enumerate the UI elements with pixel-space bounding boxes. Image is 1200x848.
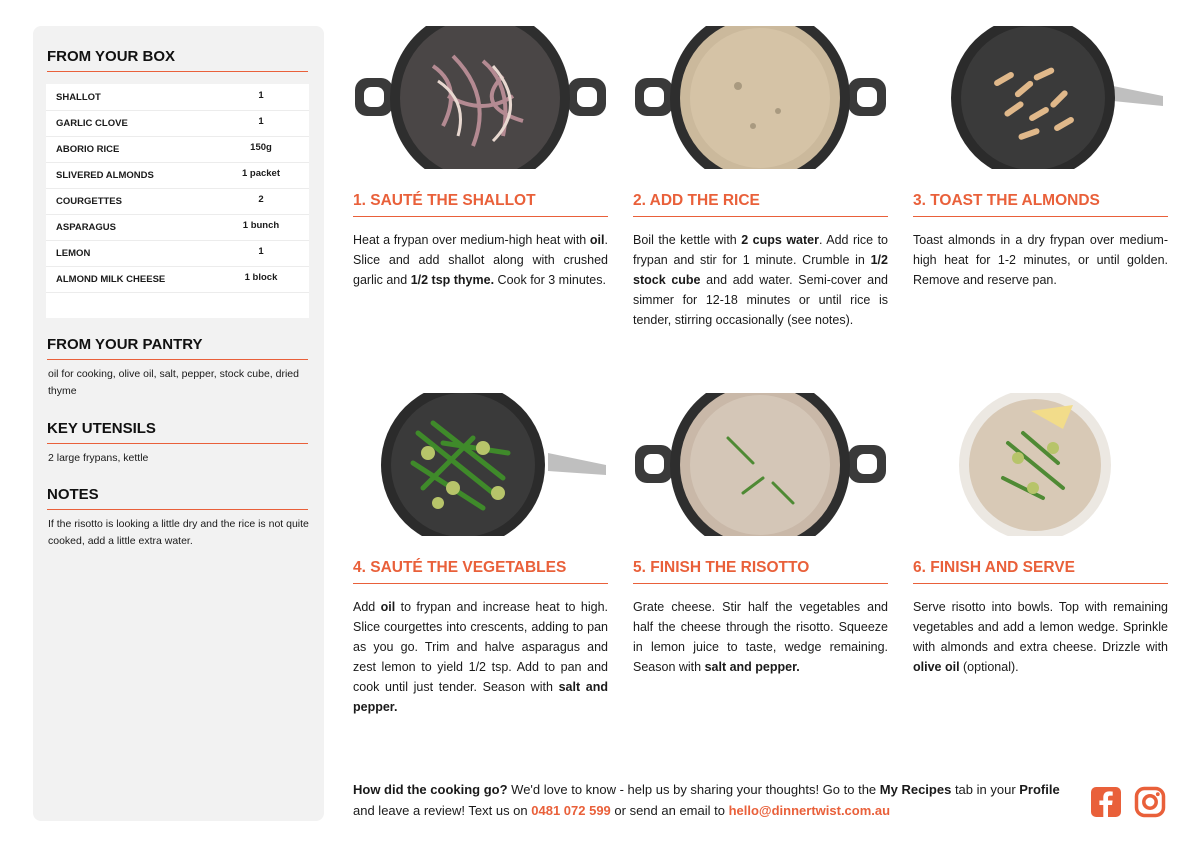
ingredient-qty: 1 (258, 90, 264, 101)
key-utensils-title: KEY UTENSILS (47, 420, 308, 444)
ingredient-name: LEMON (56, 248, 91, 259)
ingredient-qty: 1 block (244, 272, 278, 283)
step-6-body: Serve risotto into bowls. Top with remaining vegetables and add a lemon wedge. Sprinkle with almonds and extra cheese. Drizzle with olive oil (optional). (913, 600, 1168, 674)
box-ingredients-table (46, 84, 309, 318)
rice-pan-photo (633, 26, 888, 169)
ingredient-name: ASPARAGUS (56, 222, 116, 233)
step-6-title: 6. FINISH AND SERVE (913, 559, 1168, 584)
feedback-question: How did the cooking go? (353, 782, 508, 797)
ingredient-qty: 150g (250, 142, 272, 153)
email-link[interactable]: hello@dinnertwist.com.au (728, 803, 891, 818)
table-row (46, 188, 309, 215)
from-your-box-title: FROM YOUR BOX (47, 48, 308, 72)
notes-title: NOTES (47, 486, 308, 510)
table-row (46, 162, 309, 189)
step-2-body: Boil the kettle with 2 cups water. Add rice to frypan and stir for 1 minute. Crumble in 1/2 stock cube and add water. Semi-cover and simmer for 12-18 minutes or until rice is tender, stirring occasionally (see notes). (633, 233, 888, 327)
ingredient-qty: 2 (258, 194, 264, 205)
ingredient-name: SLIVERED ALMONDS (56, 170, 154, 181)
profile-link[interactable]: Profile (1019, 782, 1060, 797)
almonds-pan-photo (913, 26, 1168, 169)
step-5-body: Grate cheese. Stir half the vegetables and half the cheese through the risotto. Squeeze in lemon juice to taste, wedge remaining. Season with salt and pepper. (633, 600, 888, 674)
step-3-body: Toast almonds in a dry frypan over medium-high heat for 1-2 minutes, or until golden. Remove and reserve pan. (913, 233, 1168, 287)
ingredient-name: COURGETTES (56, 196, 122, 207)
risotto-pan-photo (633, 393, 888, 536)
ingredient-qty: 1 packet (241, 168, 281, 179)
instagram-icon[interactable] (1134, 786, 1166, 818)
feedback-text-2: tab in your (951, 782, 1020, 797)
step-4-body: Add oil to frypan and increase heat to high. Slice courgettes into crescents, adding to pan as you go. Trim and halve asparagus and zest lemon to yield 1/2 tsp. Add to pan and cook until just tender. Season with salt and pepper. (353, 600, 608, 714)
step-3-title: 3. TOAST THE ALMONDS (913, 192, 1168, 217)
feedback-text-1: We'd love to know - help us by sharing your thoughts! Go to the (507, 782, 880, 797)
facebook-icon[interactable] (1090, 786, 1122, 818)
feedback-text-4: or send an email to (610, 803, 729, 818)
table-row (46, 110, 309, 137)
step-1-title: 1. SAUTÉ THE SHALLOT (353, 192, 608, 217)
table-row (46, 214, 309, 241)
ingredient-name: ALMOND MILK CHEESE (56, 274, 166, 285)
phone-number[interactable]: 0481 072 599 (531, 803, 611, 818)
step-1-body: Heat a frypan over medium-high heat with oil. Slice and add shallot along with crushed garlic and 1/2 tsp thyme. Cook for 3 minutes. (353, 233, 608, 287)
ingredient-name: ABORIO RICE (56, 144, 120, 155)
pantry-text: oil for cooking, olive oil, salt, pepper, stock cube, dried thyme (48, 368, 299, 397)
step-2-title: 2. ADD THE RICE (633, 192, 888, 217)
shallot-pan-photo (353, 26, 608, 169)
serve-bowl-photo (913, 393, 1168, 536)
step-4-title: 4. SAUTÉ THE VEGETABLES (353, 559, 608, 584)
ingredient-name: GARLIC CLOVE (56, 118, 128, 129)
my-recipes-link[interactable]: My Recipes (879, 782, 952, 797)
ingredient-name: SHALLOT (56, 92, 101, 103)
notes-text: If the risotto is looking a little dry and the rice is not quite cooked, add a little extra water. (48, 518, 309, 547)
vegetables-pan-photo (353, 393, 608, 536)
ingredient-qty: 1 bunch (242, 220, 280, 231)
ingredients-sidebar (33, 26, 324, 821)
table-row (46, 136, 309, 163)
table-row (46, 266, 309, 293)
feedback-text-3: and leave a review! Text us on (353, 803, 532, 818)
from-your-pantry-title: FROM YOUR PANTRY (47, 336, 308, 360)
ingredient-qty: 1 (258, 116, 264, 127)
table-row (46, 84, 309, 111)
utensils-text: 2 large frypans, kettle (48, 452, 149, 464)
step-5-title: 5. FINISH THE RISOTTO (633, 559, 888, 584)
feedback-footer (353, 779, 1078, 821)
table-row (46, 240, 309, 267)
ingredient-qty: 1 (258, 246, 264, 257)
